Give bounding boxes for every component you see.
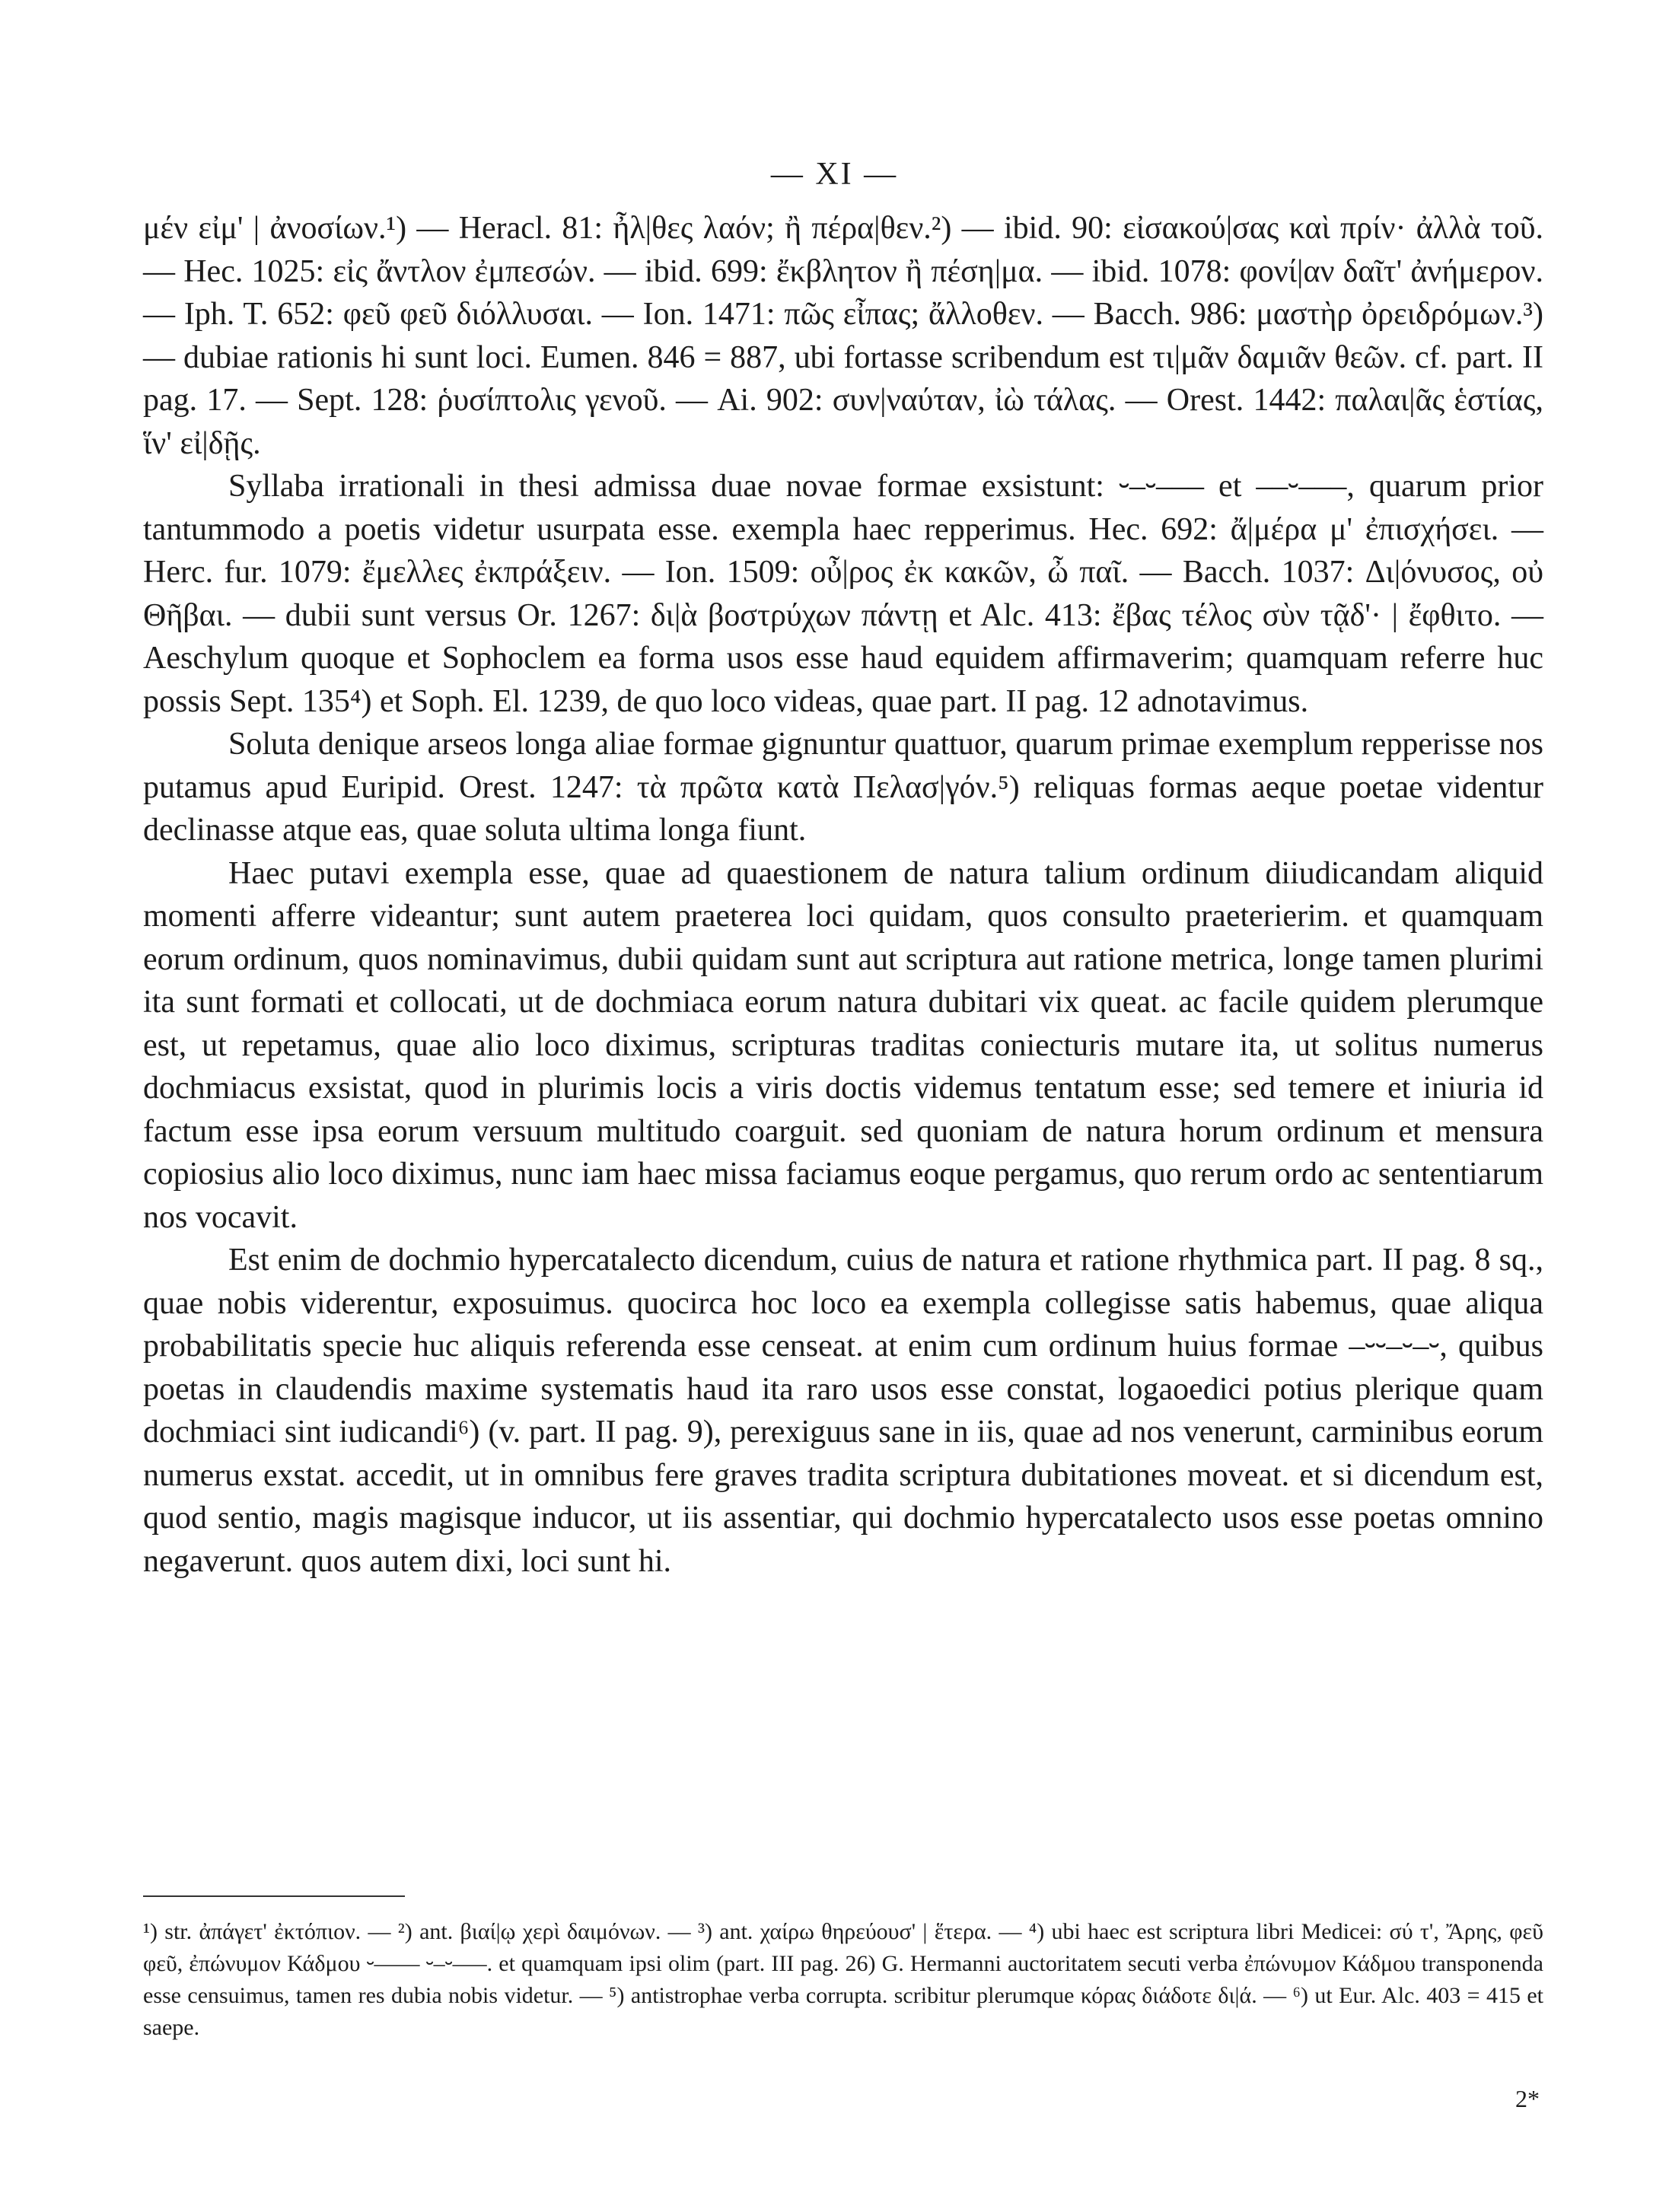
footnote-rule [143,1895,405,1897]
page-header: — XI — [770,157,899,192]
body-text [143,207,1543,1583]
paragraph-5: Est enim de dochmio hypercatalecto dicendum, cuius de natura et ratione rhythmica part. II pag. 8 sq., quae nobis viderentur, exposuimus. quocirca hoc loco ea exempla collegisse satis habemus, quae aliqua probabilitatis specie huc aliquis referenda esse censeat. at enim cum ordinum huius formae –⏑⏑–⏑–⏑, quibus poetas in claudendis maxime systematis haud ita raro usos esse constat, logaoedici potius plerique quam dochmiaci sint iudicandi⁶) (v. part. II pag. 9), perexiguus sane in iis, quae ad nos venerunt, carminibus eorum numerus exstat. accedit, ut in omnibus fere graves tradita scriptura dubitationes moveat. et si dicendum est, quod sentio, magis magisque inducor, ut iis assentiar, qui dochmio hypercatalecto usos esse poetas omnino negaverunt. quos autem dixi, loci sunt hi. [143,1243,1543,1579]
paragraph-1: μέν εἰμ' | ἀνοσίων.¹) — Heracl. 81: ἦλ|θες λαόν; ἢ πέρα|θεν.²) — ibid. 90: εἰσακού|σας καὶ πρίν· ἀλλὰ τοῦ. — Hec. 1025: εἰς ἄντλον ἐμπεσών. — ibid. 699: ἔκβλητον ἢ πέση|μα. — ibid. 1078: φονί|αν δαῖτ' ἀνήμερον. — Iph. T. 652: φεῦ φεῦ διόλλυσαι. — Ion. 1471: πῶς εἶπας; ἄλλοθεν. — Bacch. 986: μαστὴρ ὀρειδρόμων.³) — dubiae rationis hi sunt loci. Eumen. 846 = 887, ubi fortasse scribendum est τι|μᾶν δαμιᾶν θεῶν. cf. part. II pag. 17. — Sept. 128: ῥυσίπτολις γενοῦ. — Ai. 902: συν|ναύταν, ἰὼ τάλας. — Orest. 1442: παλαι|ᾶς ἑστίας, ἵν' εἰ|δῇς. [143,211,1543,461]
footnotes: ¹) str. ἀπάγετ' ἐκτόπιον. — ²) ant. βιαί|ῳ χερὶ δαιμόνων. — ³) ant. χαίρω θηρεύουσ' | ἕτερα. — ⁴) ubi haec est scriptura libri Medicei: σύ τ', Ἄρης, φεῦ φεῦ, ἐπώνυμον Κάδμου ⏑–––– ⏑–⏑–––. et quamquam ipsi olim (part. III pag. 26) G. Hermanni auctoritatem secuti verba ἐπώνυμον Κάδμου transponenda esse censuimus, tamen res dubia nobis videtur. — ⁵) antistrophae verba corrupta. scribitur plerumque κόρας διάδοτε δι|ά. — ⁶) ut Eur. Alc. 403 = 415 et saepe. [143,1919,1543,2040]
signature-mark: 2* [1515,2085,1540,2112]
paragraph-4: Haec putavi exempla esse, quae ad quaestionem de natura talium ordinum diiudicandam aliquid momenti afferre videantur; sunt autem praeterea loci quidam, quos consulto praeterierim. et quamquam eorum ordinum, quos nominavimus, dubii quidam sunt aut scriptura aut ratione metrica, longe tamen plurimi ita sunt formati et collocati, ut de dochmiaca eorum natura dubitari vix queat. ac facile quidem plerumque est, ut repetamus, quae alio loco diximus, scripturas traditas coniecturis mutare ita, ut solitus numerus dochmiacus exsistat, quod in plurimis locis a viris doctis videmus tentatum esse; sed temere et iniuria id factum esse ipsa eorum versuum multitudo coarguit. sed quoniam de natura horum ordinum et mensura copiosius alio loco diximus, nunc iam haec missa faciamus eoque pergamus, quo rerum ordo ac sententiarum nos vocavit. [143,855,1543,1235]
paragraph-3: Soluta denique arseos longa aliae formae gignuntur quattuor, quarum primae exemplum repperisse nos putamus apud Euripid. Orest. 1247: τὰ πρῶτα κατὰ Πελασ|γόν.⁵) reliquas formas aeque poetae videntur declinasse atque eas, quae soluta ultima longa fiunt. [143,727,1543,848]
paragraph-2: Syllaba irrationali in thesi admissa duae novae formae exsistunt: ⏑–⏑––– et ––⏑–––, quarum prior tantummodo a poetis videtur usurpata esse. exempla haec repperimus. Hec. 692: ἄ|μέρα μ' ἐπισχήσει. — Herc. fur. 1079: ἔμελλες ἐκπράξειν. — Ion. 1509: οὖ|ρος ἐκ κακῶν, ὦ παῖ. — Bacch. 1037: Δι|όνυσος, οὐ Θῆβαι. — dubii sunt versus Or. 1267: δι|ὰ βοστρύχων πάντῃ et Alc. 413: ἔβας τέλος σὺν τᾷδ'· | ἔφθιτο. — Aeschylum quoque et Sophoclem ea forma usos esse haud equidem affirmaverim; quamquam referre huc possis Sept. 135⁴) et Soph. El. 1239, de quo loco videas, quae part. II pag. 12 adnotavimus. [143,469,1543,719]
